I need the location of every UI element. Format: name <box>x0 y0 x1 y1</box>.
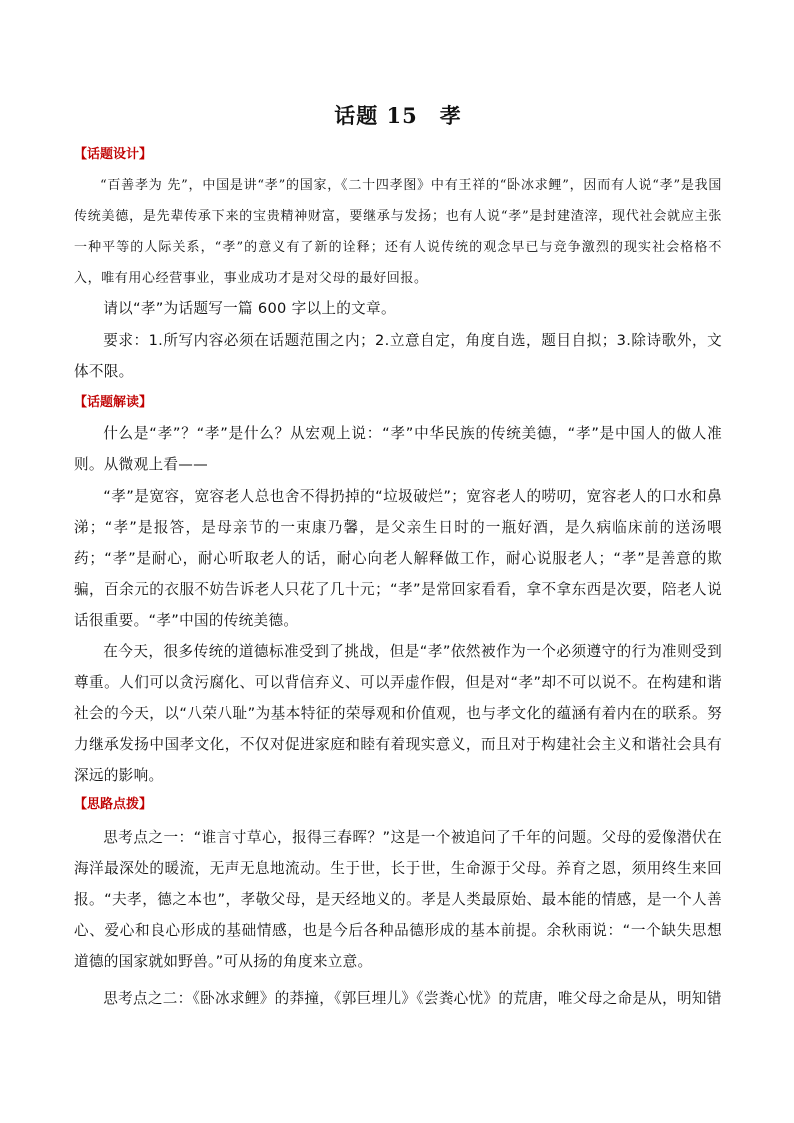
section-heading-interpretation: 【话题解读】 <box>74 395 153 410</box>
section-heading-design: 【话题设计】 <box>74 147 153 162</box>
section-heading-ideas: 【思路点拨】 <box>74 797 153 812</box>
page-title: 话题 15 孝 <box>334 103 462 128</box>
ideas-paragraph-1: 思考点之一：“谁言寸草心，报得三春晖？”这是一个被追问了千年的问题。父母的爱像潜伏在海洋最深处的暖流，无声无息地流动。生于世，长于世，生命源于父母。养育之恩，须用终生来回报。“夫孝，德之本也”，孝敬父母，是天经地义的。孝是人类最原始、最本能的情感，是一个人善心、爱心和良心形成的基础情感，也是今后各种品德形成的基本前提。余秋雨说：“一个缺失思想道德的国家就如野兽。”可从扬的角度来立意。 <box>74 829 722 970</box>
interpretation-paragraph-3: 在今天，很多传统的道德标准受到了挑战，但是“孝”依然被作为一个必须遵守的行为准则受到尊重。人们可以贪污腐化、可以背信弃义、可以弄虚作假，但是对“孝”却不可以说不。在构建和谐社会的今天，以“八荣八耻”为基本特征的荣辱观和价值观，也与孝文化的蕴涵有着内在的联系。努力继承发扬中国孝文化，不仅对促进家庭和睦有着现实意义，而且对于构建社会主义和谐社会具有深远的影响。 <box>74 643 722 784</box>
requirements-paragraph: 要求：1.所写内容必须在话题范围之内；2.立意自定，角度自选，题目自拟；3.除诗歌外，文体不限。 <box>74 332 722 380</box>
interpretation-paragraph-2: “孝”是宽容，宽容老人总也舍不得扔掉的“垃圾破烂”；宽容老人的唠叨，宽容老人的口水和鼻涕；“孝”是报答，是母亲节的一束康乃馨，是父亲生日时的一瓶好酒，是久病临床前的送汤喂药；“孝”是耐心，耐心听取老人的话，耐心向老人解释做工作，耐心说服老人；“孝”是善意的欺骗，百余元的衣服不妨告诉老人只花了几十元；“孝”是常回家看看，拿不拿东西是次要，陪老人说话很重要。“孝”中国的传统美德。 <box>74 488 722 629</box>
interpretation-paragraph-1: 什么是“孝”？“孝”是什么？从宏观上说：“孝”中华民族的传统美德，“孝”是中国人的做人准则。从微观上看—— <box>74 425 722 473</box>
design-paragraph: “百善孝为 先”，中国是讲“孝”的国家，《二十四孝图》中有王祥的“卧冰求鲤”，因而有人说“孝”是我国传统美德，是先辈传承下来的宝贵精神财富，要继承与发扬；也有人说“孝”是封建渣滓，现代社会就应主张一种平等的人际关系，“孝”的意义有了新的诠释；还有人说传统的观念早已与竞争激烈的现实社会格格不入，唯有用心经营事业，事业成功才是对父母的最好回报。 <box>74 178 722 286</box>
ideas-paragraph-2: 思考点之二：《卧冰求鲤》的莽撞，《郭巨埋儿》《尝粪心忧》的荒唐，唯父母之命是从，明知错 <box>103 990 722 1007</box>
task-paragraph: 请以“孝”为话题写一篇 600 字以上的文章。 <box>103 300 396 317</box>
